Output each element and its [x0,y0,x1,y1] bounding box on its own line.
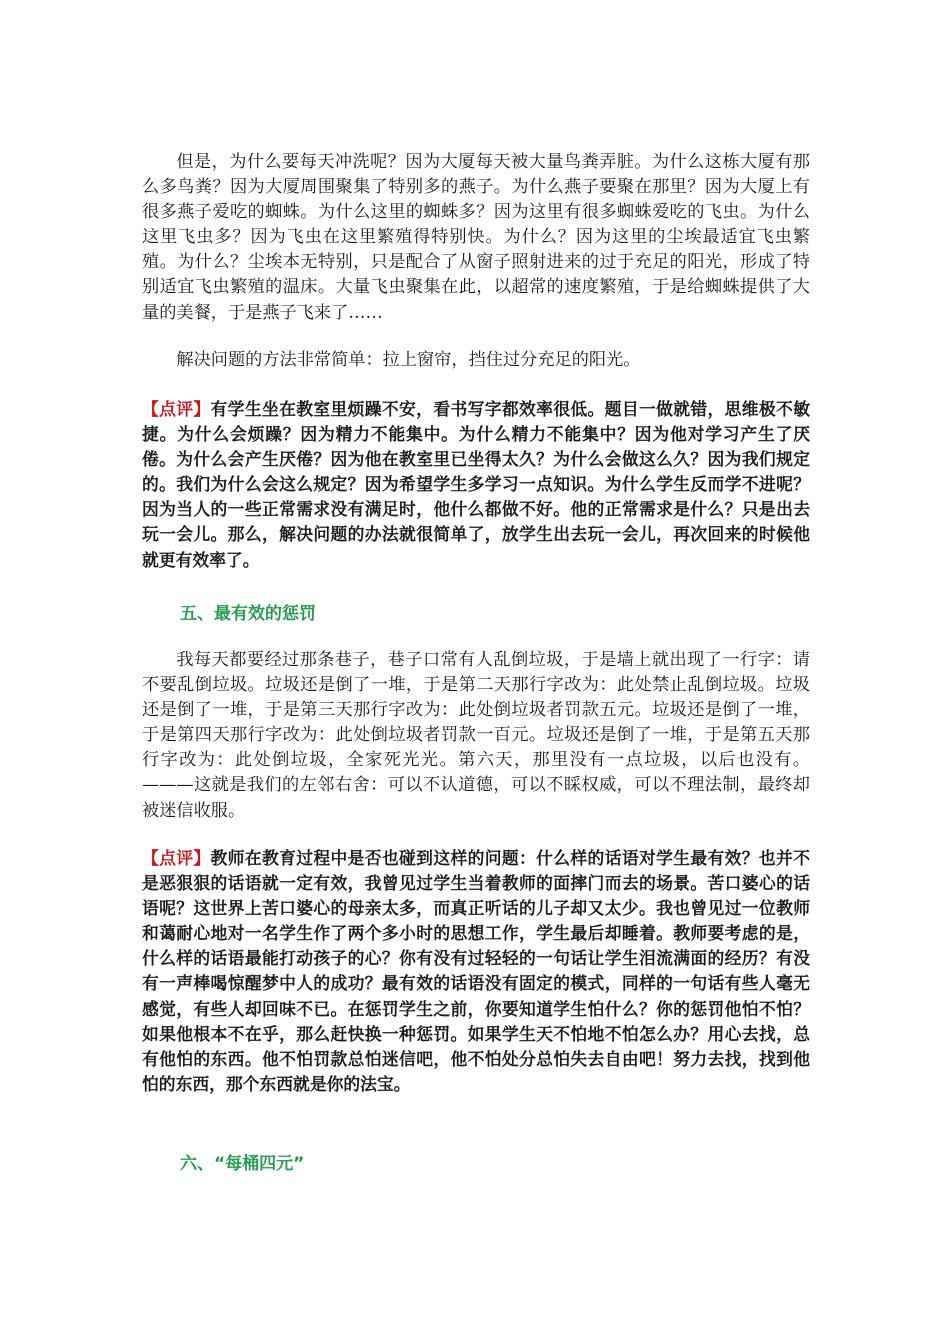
comment-tag: 【点评】 [142,848,211,868]
paragraph-dust-cause: 但是，为什么要每天冲洗呢？因为大厦每天被大量鸟粪弄脏。为什么这栋大厦有那么多鸟粪？因为大厦周围聚集了特别多的燕子。为什么燕子要聚在那里？因为大厦上有很多燕子爱吃的蜘蛛。为什么这里的蜘蛛多？因为这里有很多蜘蛛爱吃的飞虫。为什么这里飞虫多？因为飞虫在这里繁殖得特别快。为什么？因为这里的尘埃最适宜飞虫繁殖。为什么？尘埃本无特别，只是配合了从窗子照射进来的过于充足的阳光，形成了特别适宜飞虫繁殖的温床。大量飞虫聚集在此，以超常的速度繁殖，于是给蜘蛛提供了大量的美餐，于是燕子飞来了…… [142,152,810,323]
section-heading-5: 五、最有效的惩罚 [180,604,316,624]
paragraph-solution: 解决问题的方法非常简单：拉上窗帘，挡住过分充足的阳光。 [176,350,641,370]
comment-text: 教师在教育过程中是否也碰到这样的问题：什么样的话语对学生最有效？也并不是恶狠狠的话语就一定有效，我曾见过学生当着教师的面摔门而去的场景。苦口婆心的话语呢？这世界上苦口婆心的母亲太多，而真正听话的儿子却又太少。我也曾见过一位教师和蔼耐心地对一名学生作了两个多小时的思想工作，学生最后却睡着。教师要考虑的是，什么样的话语最能打动孩子的心？你有没有过轻轻的一句话让学生泪流满面的经历？有没有一声棒喝惊醒梦中人的成功？最有效的话语没有固定的模式，同样的一句话有些人毫无感觉，有些人却回味不已。在惩罚学生之前，你要知道学生怕什么？你的惩罚他怕不怕？如果他根本不在乎，那么赶快换一种惩罚。如果学生天不怕地不怕怎么办？用心去找，总有他怕的东西。他不怕罚款总怕迷信吧，他不怕处分总怕失去自由吧！努力去找，找到他怕的东西，那个东西就是你的法宝。 [142,848,810,1094]
section-heading-6: 六、“每桶四元” [180,1154,305,1174]
comment-2 [142,846,810,1097]
comment-text: 有学生坐在教室里烦躁不安，看书写字都效率很低。题目一做就错，思维极不敏捷。为什么会烦躁？因为精力不能集中。为什么精力不能集中？因为他对学习产生了厌倦。为什么会产生厌倦？因为他在教室里已坐得太久？为什么会做这么久？因为我们规定的。我们为什么会这么规定？因为希望学生多学习一点知识。为什么学生反而学不进呢？因为当人的一些正常需求没有满足时，他什么都做不好。他的正常需求是什么？只是出去玩一会儿。那么，解决问题的办法就很简单了，放学生出去玩一会儿，再次回来的时候他就更有效率了。 [142,399,810,570]
comment-1 [142,397,810,573]
paragraph-garbage-story: 我每天都要经过那条巷子，巷子口常有人乱倒垃圾，于是墙上就出现了一行字：请不要乱倒垃圾。垃圾还是倒了一堆，于是第二天那行字改为：此处禁止乱倒垃圾。垃圾还是倒了一堆，于是第三天那行字改为：此处倒垃圾者罚款五元。垃圾还是倒了一堆，于是第四天那行字改为：此处倒垃圾者罚款一百元。垃圾还是倒了一堆，于是第五天那行字改为：此处倒垃圾，全家死光光。第六天，那里没有一点垃圾，以后也没有。———这就是我们的左邻右舍：可以不认道德，可以不睬权威，可以不理法制，最终却被迷信收服。 [142,650,810,821]
comment-tag: 【点评】 [142,399,211,419]
